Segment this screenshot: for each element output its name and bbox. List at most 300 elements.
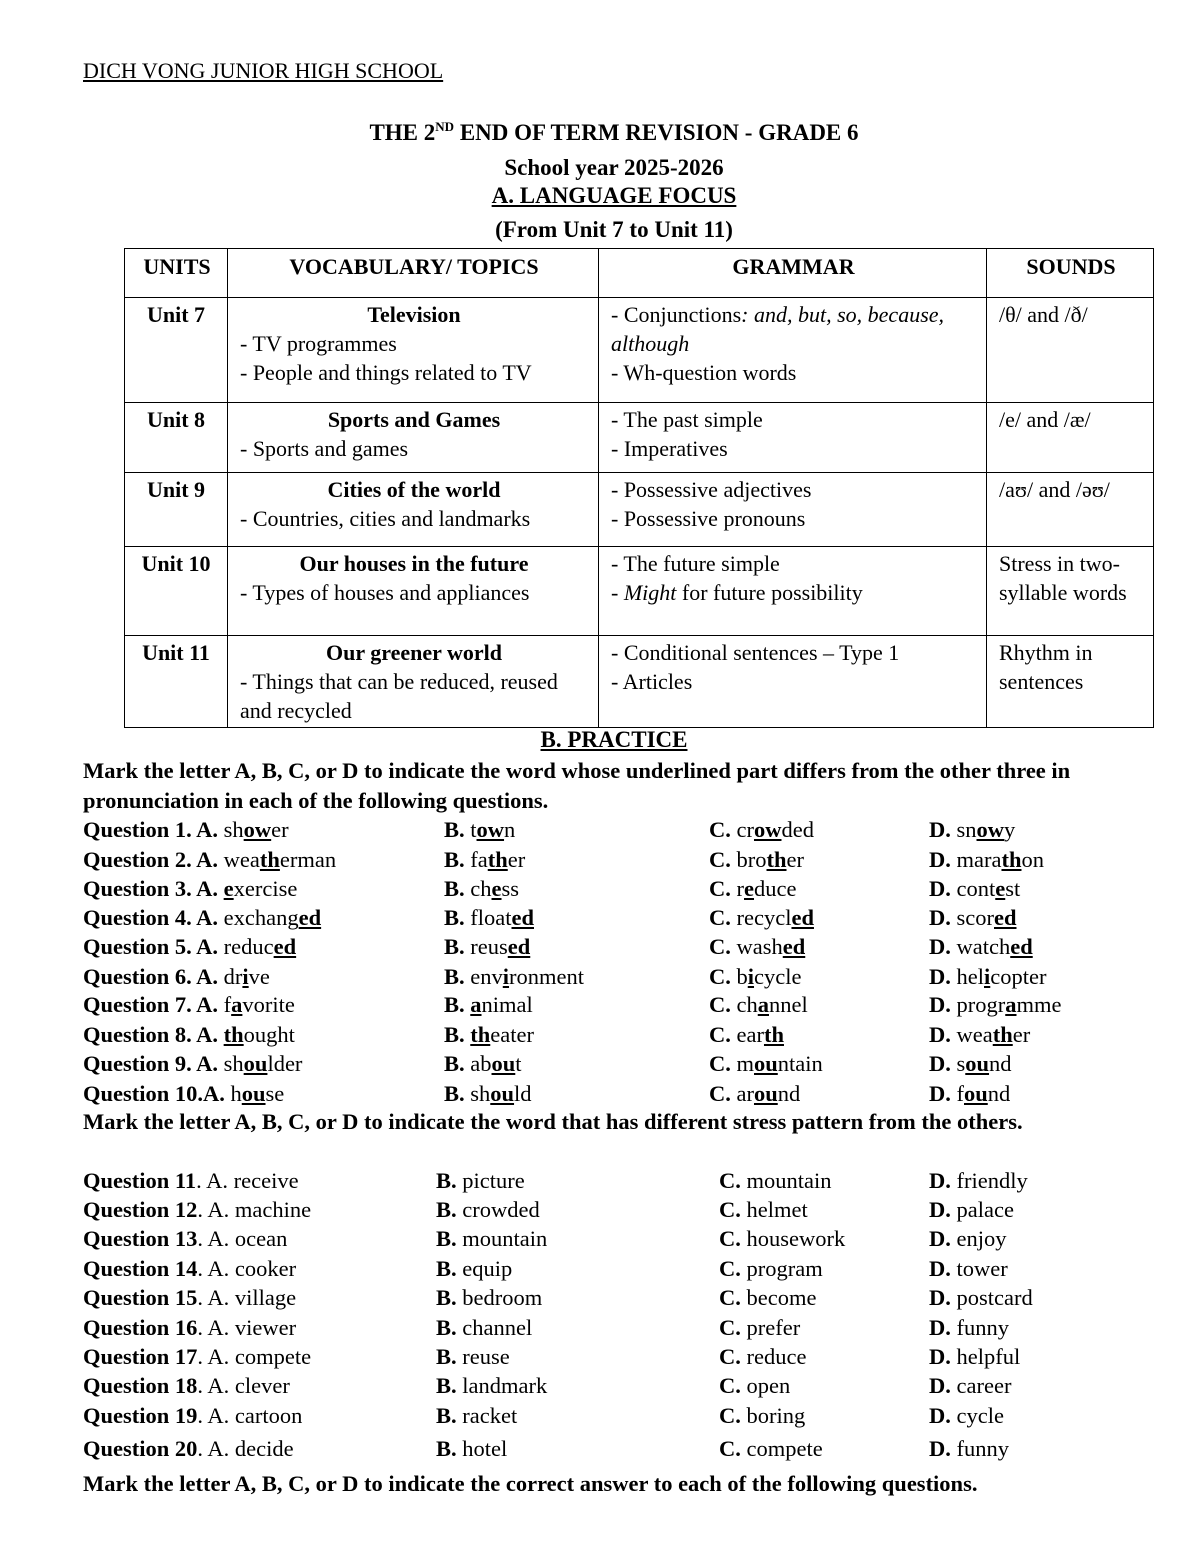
underlined-part: th <box>259 847 280 872</box>
word-end: t <box>515 1051 522 1076</box>
question-option-d <box>929 1401 1004 1431</box>
question-label: Question 2. A. <box>83 847 219 872</box>
word-start: sh <box>223 817 244 842</box>
question-label: Question 14 <box>83 1256 198 1281</box>
vocab-item: - Countries, cities and landmarks <box>240 506 531 531</box>
grammar-cell <box>599 298 987 403</box>
underlined-part: e <box>491 876 502 901</box>
underlined-part: i <box>502 964 510 989</box>
option-a-word: . A. decide <box>197 1436 294 1461</box>
option-letter: B. <box>436 1256 457 1281</box>
option-letter: B. <box>444 1022 465 1047</box>
option-letter: B. <box>436 1436 457 1461</box>
question-option-a <box>83 845 336 875</box>
option-letter: D. <box>929 1022 951 1047</box>
question-option-c <box>709 932 805 962</box>
question-option-a <box>83 1434 294 1464</box>
question-option-c <box>719 1401 805 1431</box>
question-option-c <box>719 1371 790 1401</box>
word-start: exchang <box>223 905 299 930</box>
word-start: sh <box>464 1081 491 1106</box>
underlined-part: th <box>470 1022 491 1047</box>
question-option-b <box>436 1283 542 1313</box>
underlined-part: e <box>223 876 234 901</box>
option-letter: C. <box>719 1436 741 1461</box>
word-start: env <box>464 964 503 989</box>
word-start: reus <box>464 934 508 959</box>
option-letter: C. <box>719 1256 741 1281</box>
option-a-word: . A. ocean <box>197 1226 288 1251</box>
word-start: sn <box>950 817 977 842</box>
question-option-d <box>929 962 1046 992</box>
word-start: b <box>730 964 748 989</box>
grammar-item: - Imperatives <box>611 436 728 461</box>
word-end: eater <box>490 1022 534 1047</box>
sounds-cell: /θ/ and /ð/ <box>987 298 1154 403</box>
option-letter: D. <box>929 1436 951 1461</box>
question-label: Question 9. A. <box>83 1051 219 1076</box>
option-word: palace <box>950 1197 1014 1222</box>
question-option-d <box>929 932 1033 962</box>
option-word: open <box>740 1373 791 1398</box>
word-end: ve <box>248 964 270 989</box>
grammar-item: - Articles <box>611 669 693 694</box>
sounds-cell: /e/ and /æ/ <box>987 403 1154 473</box>
underlined-part: th <box>763 1022 784 1047</box>
underlined-part: i <box>747 964 755 989</box>
question-option-c <box>709 990 808 1020</box>
question-label: Question 11 <box>83 1168 197 1193</box>
option-letter: B. <box>444 817 465 842</box>
option-letter: C. <box>719 1403 741 1428</box>
word-end: y <box>1004 817 1016 842</box>
question-option-b <box>436 1434 507 1464</box>
question-label: Question 1. A. <box>83 817 219 842</box>
word-start: f <box>223 992 232 1017</box>
question-option-b <box>444 815 515 845</box>
option-word: racket <box>456 1403 518 1428</box>
grammar-item: - Possessive adjectives <box>611 477 812 502</box>
question-option-b <box>444 962 584 992</box>
word-end: nd <box>989 1051 1012 1076</box>
word-end: vorite <box>242 992 295 1017</box>
word-start: hel <box>950 964 984 989</box>
table-row <box>125 636 1154 728</box>
option-word: compete <box>740 1436 823 1461</box>
question-option-b <box>436 1195 540 1225</box>
vocab-cell <box>228 403 599 473</box>
question-option-c <box>719 1342 806 1372</box>
vocab-item: - People and things related to TV <box>240 360 532 385</box>
option-a-word: . A. cartoon <box>197 1403 303 1428</box>
option-letter: D. <box>929 992 951 1017</box>
underlined-part: ou <box>490 1081 515 1106</box>
question-option-a <box>83 1195 311 1225</box>
option-word: housework <box>740 1226 846 1251</box>
underlined-part: ed <box>511 905 534 930</box>
question-option-c <box>709 962 801 992</box>
word-start: s <box>950 1051 966 1076</box>
option-a-word: . A. viewer <box>197 1315 297 1340</box>
option-letter: B. <box>444 1051 465 1076</box>
word-end: nd <box>987 1081 1011 1106</box>
option-word: hotel <box>456 1436 508 1461</box>
underlined-part: a <box>470 992 482 1017</box>
question-option-d <box>929 1049 1012 1079</box>
option-word: landmark <box>456 1373 548 1398</box>
option-letter: C. <box>709 876 731 901</box>
option-word: cycle <box>950 1403 1004 1428</box>
question-option-c <box>719 1254 823 1284</box>
option-letter: C. <box>719 1315 741 1340</box>
column-header: SOUNDS <box>987 249 1154 298</box>
word-end: ntain <box>777 1051 823 1076</box>
question-option-a <box>83 1254 296 1284</box>
option-word: bedroom <box>456 1285 543 1310</box>
grammar-cell <box>599 403 987 473</box>
option-letter: B. <box>436 1197 457 1222</box>
option-letter: B. <box>444 964 465 989</box>
option-a-word: . A. compete <box>197 1344 312 1369</box>
table-row <box>125 403 1154 473</box>
option-a-word: . A. clever <box>197 1373 290 1398</box>
grammar-item <box>611 300 976 358</box>
word-end: ded <box>781 817 814 842</box>
table-row <box>125 298 1154 403</box>
underlined-part: th <box>766 847 787 872</box>
question-label: Question 7. A. <box>83 992 219 1017</box>
option-letter: D. <box>929 876 951 901</box>
question-option-a <box>83 1166 299 1196</box>
question-option-c <box>719 1166 832 1196</box>
option-letter: D. <box>929 1344 951 1369</box>
underlined-part: ow <box>476 817 505 842</box>
question-option-d <box>929 1371 1011 1401</box>
underlined-part: ow <box>976 817 1005 842</box>
option-word: reduce <box>740 1344 807 1369</box>
question-option-b <box>436 1342 510 1372</box>
question-label: Question 6. A. <box>83 964 219 989</box>
vocab-cell <box>228 547 599 636</box>
underlined-part: ed <box>273 934 297 959</box>
word-end: ss <box>501 876 520 901</box>
option-letter: D. <box>929 1256 951 1281</box>
option-a-word: . A. village <box>197 1285 297 1310</box>
grammar-text: for future possibility <box>676 580 863 605</box>
word-start: f <box>950 1081 964 1106</box>
question-option-b <box>444 1079 532 1109</box>
word-end: duce <box>754 876 797 901</box>
question-label: Question 19 <box>83 1403 198 1428</box>
option-a-word: . A. machine <box>197 1197 312 1222</box>
underlined-part: ed <box>994 905 1017 930</box>
question-option-a <box>83 990 295 1020</box>
option-letter: C. <box>719 1344 741 1369</box>
question-option-b <box>444 990 533 1020</box>
option-word: crowded <box>456 1197 540 1222</box>
grammar-text: - <box>611 580 624 605</box>
grammar-italic: Might <box>623 580 677 605</box>
grammar-item <box>611 578 976 607</box>
table-row <box>125 473 1154 547</box>
question-option-d <box>929 1313 1009 1343</box>
stress-instruction: Mark the letter A, B, C, or D to indicate the word that has different stress pattern from the others. <box>83 1109 1023 1134</box>
underlined-part: th <box>992 1022 1013 1047</box>
question-option-d <box>929 1224 1007 1254</box>
table-header-row <box>125 249 1154 298</box>
option-word: mountain <box>740 1168 832 1193</box>
question-option-d <box>929 1195 1014 1225</box>
question-option-d <box>929 845 1044 875</box>
question-option-b <box>444 874 519 904</box>
topic-title: Television <box>367 302 461 327</box>
title-superscript: ND <box>435 119 455 134</box>
option-word: channel <box>456 1315 533 1340</box>
option-letter: D. <box>929 905 951 930</box>
question-option-a <box>83 1049 302 1079</box>
word-start: sh <box>223 1051 244 1076</box>
underlined-part: ou <box>964 1081 988 1106</box>
unit-cell: Unit 8 <box>125 403 228 473</box>
vocab-cell <box>228 473 599 547</box>
word-end: er <box>507 847 526 872</box>
question-option-a <box>83 1313 296 1343</box>
underlined-part: ow <box>243 817 272 842</box>
question-option-a <box>83 903 321 933</box>
unit-range: (From Unit 7 to Unit 11) <box>495 217 733 242</box>
sounds-cell: Stress in two-syllable words <box>987 547 1154 636</box>
question-option-c <box>709 845 804 875</box>
grammar-cell <box>599 636 987 728</box>
title-text: THE 2 <box>369 120 436 145</box>
question-option-c <box>719 1195 808 1225</box>
question-option-b <box>436 1313 532 1343</box>
option-letter: C. <box>709 905 731 930</box>
underlined-part: th <box>487 847 508 872</box>
option-letter: C. <box>709 1051 731 1076</box>
option-word: tower <box>950 1256 1008 1281</box>
word-start: t <box>464 817 477 842</box>
sounds-cell: Rhythm in sentences <box>987 636 1154 728</box>
option-letter: C. <box>719 1373 741 1398</box>
grammar-item: - Conditional sentences – Type 1 <box>611 640 900 665</box>
grammar-cell <box>599 473 987 547</box>
title-text-rest: END OF TERM REVISION - GRADE 6 <box>454 120 859 145</box>
question-label: Question 12 <box>83 1197 198 1222</box>
word-start: h <box>230 1081 242 1106</box>
question-option-c <box>709 1020 784 1050</box>
question-option-a <box>83 1283 296 1313</box>
underlined-part: a <box>231 992 243 1017</box>
question-option-a <box>83 1020 295 1050</box>
vocab-cell <box>228 298 599 403</box>
question-option-b <box>444 1049 522 1079</box>
option-letter: C. <box>709 964 731 989</box>
underlined-part: ed <box>791 905 814 930</box>
word-start: m <box>730 1051 755 1076</box>
question-option-b <box>436 1254 512 1284</box>
underlined-part: ou <box>241 1081 266 1106</box>
question-option-d <box>929 903 1017 933</box>
option-letter: C. <box>709 847 731 872</box>
vocab-item: - Things that can be reduced, reused and recycled <box>240 669 558 723</box>
section-a-heading: A. LANGUAGE FOCUS <box>491 183 737 208</box>
underlined-part: ou <box>965 1051 990 1076</box>
option-letter: D. <box>929 1226 951 1251</box>
question-option-a <box>83 1079 284 1109</box>
word-end: copter <box>990 964 1047 989</box>
unit-cell: Unit 7 <box>125 298 228 403</box>
word-start: ch <box>730 992 758 1017</box>
word-end: nnel <box>769 992 808 1017</box>
question-option-a <box>83 1401 302 1431</box>
word-end: mme <box>1016 992 1062 1017</box>
question-label: Question 8. A. <box>83 1022 219 1047</box>
vocab-item: - TV programmes <box>240 331 397 356</box>
word-start: recycl <box>730 905 792 930</box>
correct-answer-instruction: Mark the letter A, B, C, or D to indicate the correct answer to each of the following questions. <box>83 1471 978 1496</box>
option-word: mountain <box>456 1226 548 1251</box>
word-end: st <box>1005 876 1021 901</box>
word-end: ld <box>514 1081 532 1106</box>
grammar-italic: : and, but, so, because, although <box>611 302 945 356</box>
option-letter: D. <box>929 1197 951 1222</box>
unit-cell: Unit 11 <box>125 636 228 728</box>
topic-title: Cities of the world <box>327 477 501 502</box>
grammar-item: - The past simple <box>611 407 763 432</box>
underlined-part: ou <box>243 1051 268 1076</box>
option-letter: B. <box>444 934 465 959</box>
underlined-part: i <box>242 964 249 989</box>
question-label: Question 10.A. <box>83 1081 225 1106</box>
underlined-part: ou <box>491 1051 516 1076</box>
question-option-c <box>709 874 796 904</box>
word-start: float <box>464 905 512 930</box>
underlined-part: ou <box>753 1081 778 1106</box>
word-end: nimal <box>481 992 533 1017</box>
question-option-a <box>83 1342 311 1372</box>
option-letter: C. <box>719 1285 741 1310</box>
question-option-d <box>929 1254 1008 1284</box>
option-word: picture <box>456 1168 525 1193</box>
question-option-d <box>929 1020 1030 1050</box>
question-label: Question 3. A. <box>83 876 219 901</box>
column-header: UNITS <box>125 249 228 298</box>
option-word: enjoy <box>950 1226 1007 1251</box>
underlined-part: ou <box>754 1051 778 1076</box>
topic-title: Our greener world <box>326 640 502 665</box>
option-letter: B. <box>444 876 465 901</box>
option-word: funny <box>950 1315 1009 1340</box>
question-option-a <box>83 962 270 992</box>
unit-cell: Unit 9 <box>125 473 228 547</box>
word-start: ear <box>730 1022 764 1047</box>
question-option-c <box>719 1224 845 1254</box>
underlined-part: e <box>744 876 754 901</box>
option-letter: D. <box>929 1168 951 1193</box>
unit-cell: Unit 10 <box>125 547 228 636</box>
word-end: nd <box>777 1081 801 1106</box>
option-letter: D. <box>929 934 951 959</box>
option-word: boring <box>740 1403 806 1428</box>
question-option-c <box>709 903 814 933</box>
word-end: cycle <box>754 964 802 989</box>
word-start: dr <box>223 964 243 989</box>
option-word: equip <box>456 1256 513 1281</box>
vocab-cell <box>228 636 599 728</box>
option-a-word: . A. receive <box>196 1168 299 1193</box>
option-letter: C. <box>719 1197 741 1222</box>
underlined-part: ed <box>507 934 531 959</box>
option-letter: B. <box>436 1315 457 1340</box>
question-option-a <box>83 1371 290 1401</box>
question-option-c <box>719 1434 823 1464</box>
option-letter: C. <box>709 934 731 959</box>
school-name: DICH VONG JUNIOR HIGH SCHOOL <box>83 58 444 83</box>
grammar-cell <box>599 547 987 636</box>
option-letter: D. <box>929 1403 951 1428</box>
word-start: scor <box>950 905 994 930</box>
option-letter: B. <box>444 847 465 872</box>
option-letter: D. <box>929 964 951 989</box>
word-end: n <box>504 817 516 842</box>
word-start: bro <box>730 847 767 872</box>
option-letter: C. <box>709 817 731 842</box>
option-letter: B. <box>436 1344 457 1369</box>
question-option-b <box>436 1166 525 1196</box>
word-end: er <box>271 817 289 842</box>
grammar-text: - Conjunctions <box>611 302 742 327</box>
word-start: watch <box>950 934 1011 959</box>
word-start: wea <box>223 847 260 872</box>
vocab-item: - Sports and games <box>240 436 409 461</box>
question-label: Question 13 <box>83 1226 198 1251</box>
word-start: ch <box>464 876 492 901</box>
question-option-b <box>444 903 534 933</box>
section-b-heading: B. PRACTICE <box>540 727 688 752</box>
option-letter: D. <box>929 817 951 842</box>
grammar-item: - The future simple <box>611 551 780 576</box>
option-letter: C. <box>719 1226 741 1251</box>
option-letter: B. <box>444 1081 465 1106</box>
question-option-b <box>436 1371 547 1401</box>
option-word: career <box>950 1373 1012 1398</box>
option-letter: B. <box>436 1403 457 1428</box>
question-label: Question 16 <box>83 1315 198 1340</box>
underlined-part: ed <box>298 905 322 930</box>
underlined-part: ow <box>753 817 782 842</box>
word-end: xercise <box>233 876 298 901</box>
question-label: Question 15 <box>83 1285 198 1310</box>
question-option-d <box>929 874 1020 904</box>
word-end: er <box>786 847 804 872</box>
option-letter: B. <box>436 1226 457 1251</box>
pronunciation-instruction: Mark the letter A, B, C, or D to indicate the word whose underlined part differs from the other three in pronunciation in each of the following questions. <box>83 758 1071 813</box>
question-option-b <box>444 845 525 875</box>
question-label: Question 20 <box>83 1436 198 1461</box>
option-letter: D. <box>929 1285 951 1310</box>
word-end: on <box>1021 847 1044 872</box>
underlined-part: a <box>757 992 769 1017</box>
option-word: funny <box>950 1436 1009 1461</box>
option-letter: C. <box>709 992 731 1017</box>
topic-title: Our houses in the future <box>299 551 529 576</box>
option-letter: B. <box>436 1373 457 1398</box>
question-option-b <box>444 1020 534 1050</box>
question-option-d <box>929 1166 1028 1196</box>
underlined-part: e <box>995 876 1006 901</box>
option-a-word: . A. cooker <box>197 1256 297 1281</box>
